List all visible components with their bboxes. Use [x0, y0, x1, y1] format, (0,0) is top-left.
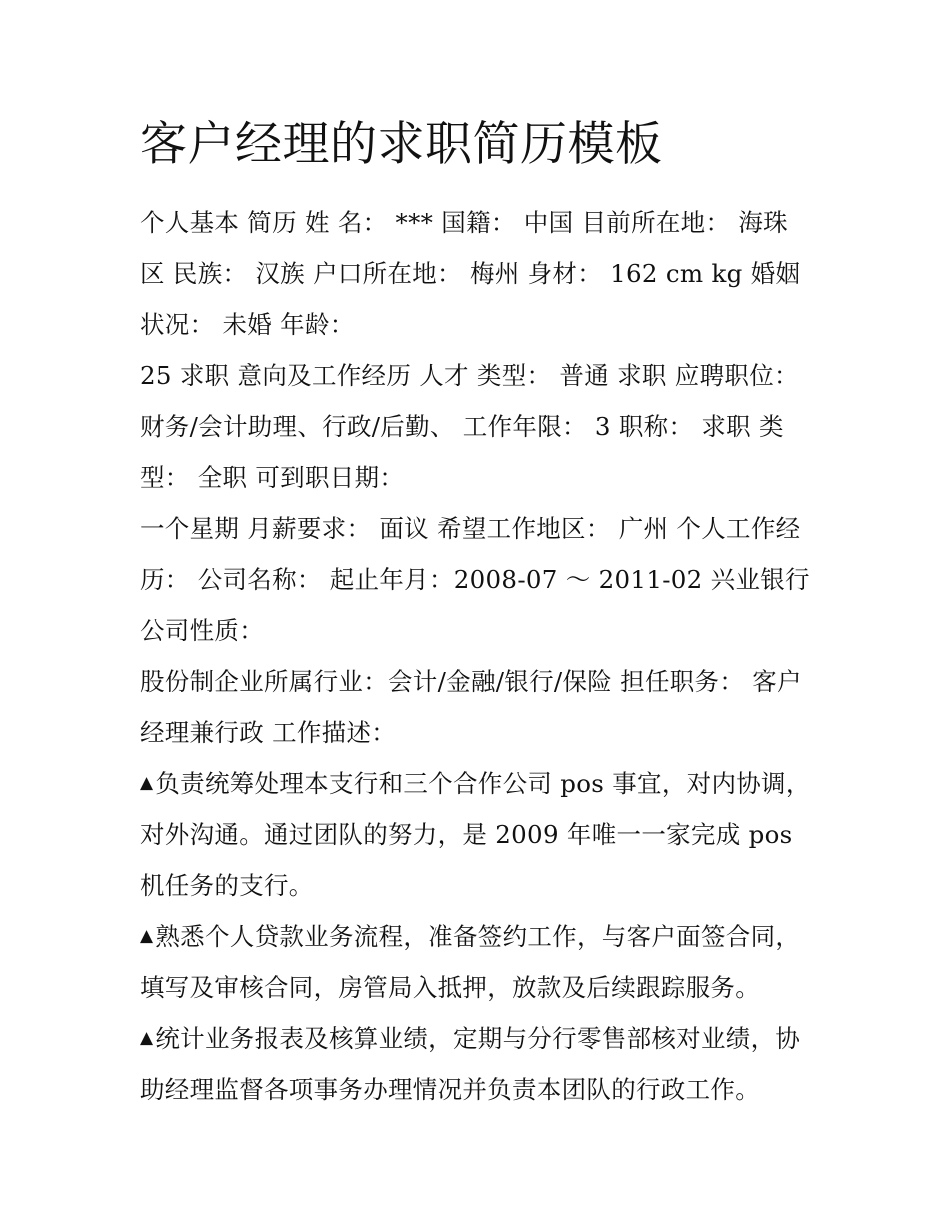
paragraph-work-history: 一个星期 月薪要求： 面议 希望工作地区： 广州 个人工作经历： 公司名称： 起止年月：2008-07 ～ 2011-02 兴业银行 公司性质：: [140, 514, 810, 645]
paragraph-position: 股份制企业所属行业：会计/金融/银行/保险 担任职务： 客户经理兼行政 工作描述：: [140, 667, 802, 747]
bullet-item: [140, 1013, 812, 1115]
bullet-text: 负责统筹处理本支行和三个合作公司 pos 事宜，对内协调，对外沟通。通过团队的努力，是 2009 年唯一一家完成 pos 机任务的支行。: [140, 769, 811, 900]
document-title: 客户经理的求职简历模板: [140, 117, 663, 172]
bullet-item: [140, 758, 812, 911]
bullet-text: 熟悉个人贷款业务流程，准备签约工作，与客户面签合同，填写及审核合同，房管局入抵押，放款及后续跟踪服务。: [140, 922, 801, 1002]
triangle-bullet-icon: ▲: [140, 1028, 154, 1048]
paragraph-job-intention: 25 求职 意向及工作经历 人才 类型： 普通 求职 应聘职位： 财务/会计助理、行政/后勤、 工作年限： 3 职称： 求职 类型： 全职 可到职日期：: [140, 361, 799, 492]
document-body: [140, 197, 812, 1115]
triangle-bullet-icon: ▲: [140, 773, 154, 793]
triangle-bullet-icon: ▲: [140, 926, 154, 946]
paragraph-personal-info: 个人基本 简历 姓 名： *** 国籍： 中国 目前所在地： 海珠区 民族： 汉族 户口所在地： 梅州 身材： 162 cm kg 婚姻状况： 未婚 年龄：: [140, 208, 801, 339]
bullet-text: 统计业务报表及核算业绩，定期与分行零售部核对业绩，协助经理监督各项事务办理情况并负责本团队的行政工作。: [140, 1024, 801, 1104]
bullet-item: [140, 911, 812, 1013]
